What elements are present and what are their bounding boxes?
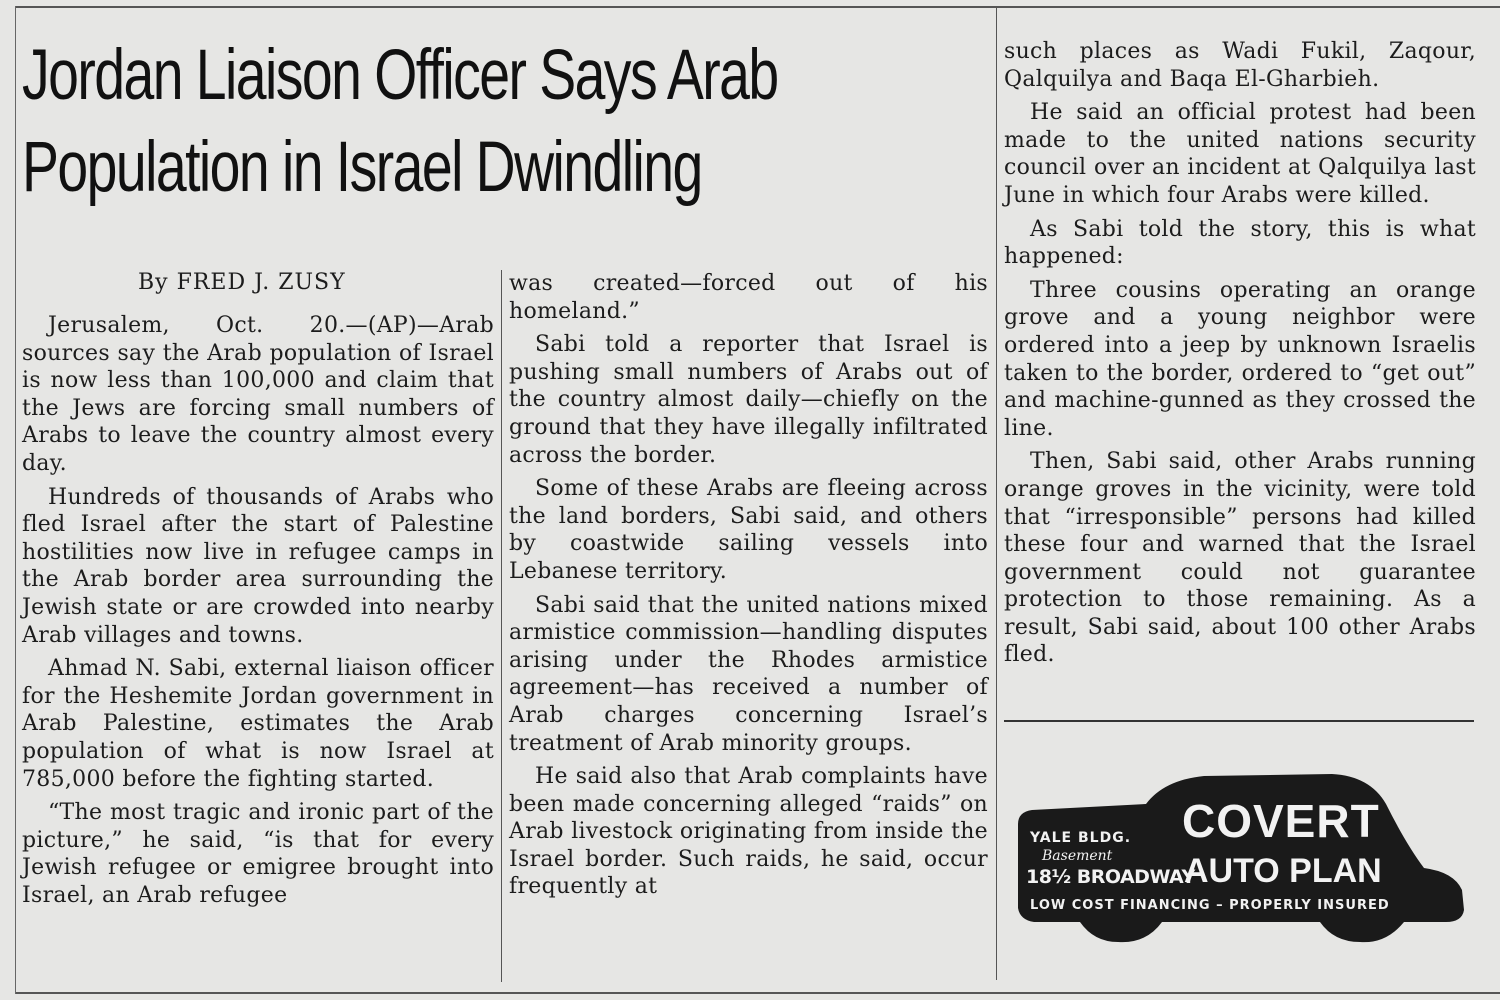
headline-line-2: Population in Israel Dwindling [22,128,702,207]
paragraph: Ahmad N. Sabi, external liaison officer for the Heshemite Jordan government in Arab Palestine, estimates the Arab population of what is now Israel at 785,000 before the fighting started. [22,656,494,792]
ad-building: YALE BLDG. [1030,830,1132,846]
ad-separator-rule [1004,720,1474,722]
ad-tagline: LOW COST FINANCING – PROPERLY INSURED [1030,898,1390,913]
covert-auto-plan-ad [1014,772,1468,944]
paragraph: Jerusalem, Oct. 20.—(AP)—Arab sources say the Arab population of Israel is now less than 100,000 and claim that the Jews are forcing small numbers of Arabs to leave the country almost every day. [22,313,494,476]
paragraph: He said also that Arab complaints have been made concerning alleged “raids” on Arab livestock originating from inside the Israel border. Such raids, he said, occur frequently at [509,764,988,900]
paragraph: Sabi told a reporter that Israel is pushing small numbers of Arabs out of the country almost daily—chiefly on the ground that they have illegally infiltrated across the border. [509,332,988,468]
paragraph-continued: such places as Wadi Fukil, Zaqour, Qalquilya and Baqa El-Gharbieh. [1004,39,1476,92]
paragraph: Hundreds of thousands of Arabs who fled Israel after the start of Palestine hostilities now live in refugee camps in the Arab border area surrounding the Jewish state or are crowded into nearby Arab villages and towns. [22,484,494,648]
column-rule-2 [996,6,997,980]
bottom-rule [16,992,1500,994]
ad-plan: AUTO PLAN [1184,852,1382,890]
paragraph: Sabi said that the united nations mixed armistice commission—handling disputes arising under the Rhodes armistice agreement—has received a number of Arab charges concerning Israel’s treatment of Arab minority groups. [509,592,988,756]
paragraph: As Sabi told the story, this is what happened: [1004,216,1476,270]
paragraph: Some of these Arabs are fleeing across the land borders, Sabi said, and others by coastwide sailing vessels into Lebanese territory. [509,476,988,584]
headline [22,30,981,214]
paragraph: “The most tragic and ironic part of the picture,” he said, “is that for every Jewish refugee or emigree brought into Israel, an Arab refugee [22,800,494,908]
column-rule-1 [501,270,502,982]
article-column-1 [22,312,494,909]
paragraph-continued: was created—forced out of his homeland.” [509,271,988,324]
ad-basement: Basement [1042,848,1113,864]
byline: By FRED J. ZUSY [138,270,346,295]
ad-brand: COVERT [1182,795,1380,847]
paragraph: Then, Sabi said, other Arabs running orange groves in the vicinity, were told that “irresponsible” persons had killed these four and warned that the Israel government could not guarantee protection to those remaining. As a result, Sabi said, about 100 other Arabs fled. [1004,449,1476,668]
headline-line-1: Jordan Liaison Officer Says Arab [22,36,778,115]
left-margin-rule [15,6,16,994]
top-rule [16,6,1500,8]
article-column-3 [1004,38,1476,669]
ad-address: 18½ BROADWAY [1026,866,1195,888]
paragraph: He said an official protest had been made to the united nations security council over an incident at Qalquilya last June in which four Arabs were killed. [1004,100,1476,208]
paragraph: Three cousins operating an orange grove and a young neighbor were ordered into a jeep by unknown Israelis taken to the border, ordered to “get out” and machine-gunned as they crossed the line. [1004,277,1476,441]
article-column-2 [509,270,988,901]
